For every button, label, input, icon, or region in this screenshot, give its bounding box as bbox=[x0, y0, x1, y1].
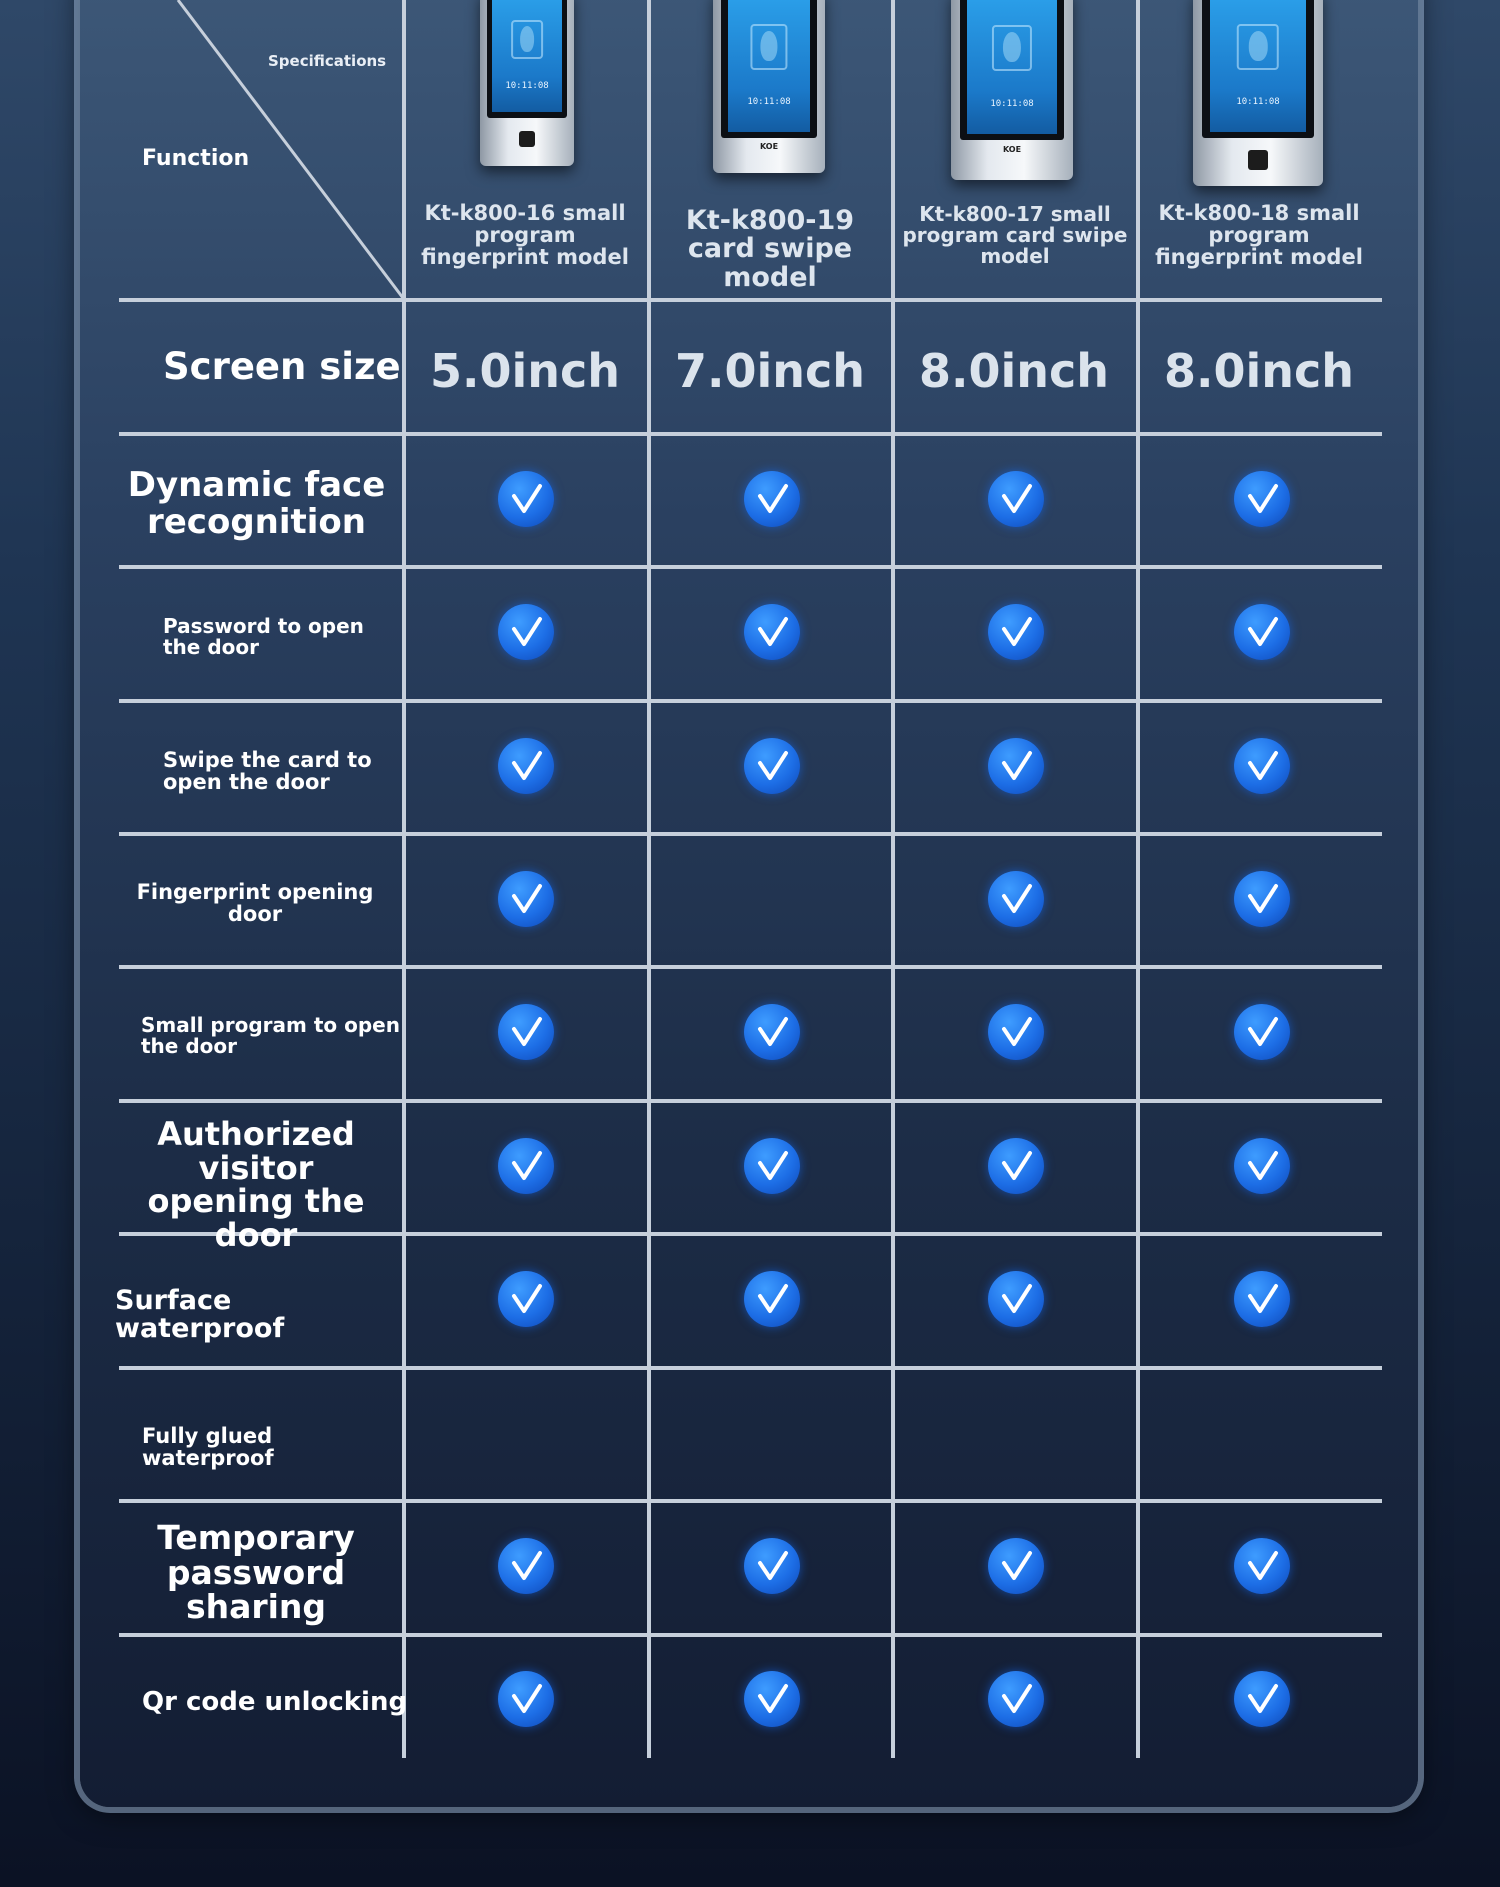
row-divider bbox=[119, 832, 1382, 836]
check-circle-icon bbox=[498, 1538, 554, 1594]
row-divider bbox=[119, 1366, 1382, 1370]
model-name-kt-k800-18: Kt-k800-18 small program fingerprint model bbox=[1155, 201, 1363, 270]
feature-label: Authorized visitor opening the door bbox=[147, 1115, 365, 1254]
face-frame-icon bbox=[992, 25, 1032, 71]
check-circle-icon bbox=[1234, 1004, 1290, 1060]
check-circle-icon bbox=[988, 1538, 1044, 1594]
column-divider bbox=[647, 0, 651, 1758]
check-circle-icon bbox=[988, 738, 1044, 794]
function-header: Function bbox=[142, 146, 250, 171]
check-circle-icon bbox=[988, 1271, 1044, 1327]
check-circle-icon bbox=[498, 1671, 554, 1727]
check-circle-icon bbox=[744, 1138, 800, 1194]
face-frame-icon bbox=[750, 24, 787, 69]
device-image-kt-k800-16: 10:11:08 bbox=[480, 0, 574, 166]
check-circle-icon bbox=[1234, 471, 1290, 527]
feature-label: Swipe the card to open the door bbox=[163, 748, 372, 795]
check-circle-icon bbox=[744, 1538, 800, 1594]
check-circle-icon bbox=[498, 604, 554, 660]
check-circle-icon bbox=[498, 738, 554, 794]
row-divider bbox=[119, 432, 1382, 436]
device-image-kt-k800-19: 10:11:08 KOE bbox=[713, 0, 825, 173]
check-circle-icon bbox=[744, 1271, 800, 1327]
check-circle-icon bbox=[498, 1004, 554, 1060]
face-frame-icon bbox=[511, 20, 543, 59]
check-circle-icon bbox=[988, 871, 1044, 927]
row-divider bbox=[119, 1099, 1382, 1103]
column-divider bbox=[1136, 0, 1140, 1758]
check-circle-icon bbox=[1234, 738, 1290, 794]
model-name-kt-k800-16: Kt-k800-16 small program fingerprint model bbox=[421, 201, 629, 270]
row-divider bbox=[119, 965, 1382, 969]
feature-label: Temporary password sharing bbox=[157, 1518, 355, 1627]
check-circle-icon bbox=[988, 471, 1044, 527]
feature-label: Small program to open the door bbox=[141, 1013, 400, 1058]
check-circle-icon bbox=[1234, 604, 1290, 660]
check-circle-icon bbox=[988, 1138, 1044, 1194]
feature-label: Dynamic face recognition bbox=[127, 465, 386, 543]
check-circle-icon bbox=[1234, 1138, 1290, 1194]
check-circle-icon bbox=[1234, 1671, 1290, 1727]
row-divider bbox=[119, 1633, 1382, 1637]
row-divider bbox=[119, 565, 1382, 569]
check-circle-icon bbox=[498, 471, 554, 527]
screen-size-value: 8.0inch bbox=[918, 344, 1110, 398]
device-image-kt-k800-17: 10:11:08 KOE bbox=[951, 0, 1073, 180]
check-circle-icon bbox=[744, 471, 800, 527]
check-circle-icon bbox=[988, 1004, 1044, 1060]
check-circle-icon bbox=[498, 1271, 554, 1327]
check-circle-icon bbox=[744, 1004, 800, 1060]
check-circle-icon bbox=[498, 1138, 554, 1194]
feature-label: Fingerprint opening door bbox=[136, 880, 374, 927]
row-divider bbox=[119, 699, 1382, 703]
screen-size-value: 5.0inch bbox=[429, 344, 621, 398]
row-divider bbox=[119, 1499, 1382, 1503]
face-frame-icon bbox=[1237, 24, 1279, 69]
column-divider bbox=[891, 0, 895, 1758]
check-circle-icon bbox=[988, 1671, 1044, 1727]
specifications-header: Specifications bbox=[268, 52, 387, 70]
feature-label: Surface waterproof bbox=[115, 1285, 285, 1345]
row-divider bbox=[119, 298, 1382, 302]
screen-size-value: 8.0inch bbox=[1163, 344, 1355, 398]
screen-size-value: 7.0inch bbox=[674, 344, 866, 398]
feature-label: Fully glued waterproof bbox=[142, 1424, 274, 1471]
feature-label: Password to open the door bbox=[163, 614, 364, 659]
device-brand: KOE bbox=[759, 142, 779, 151]
check-circle-icon bbox=[744, 1671, 800, 1727]
check-circle-icon bbox=[744, 604, 800, 660]
device-brand: KOE bbox=[1002, 145, 1022, 154]
device-image-kt-k800-18: 10:11:08 bbox=[1193, 0, 1323, 186]
check-circle-icon bbox=[988, 604, 1044, 660]
check-circle-icon bbox=[744, 738, 800, 794]
screen-size-label: Screen size bbox=[163, 345, 401, 388]
feature-label: Qr code unlocking bbox=[142, 1687, 408, 1717]
check-circle-icon bbox=[1234, 1538, 1290, 1594]
model-name-kt-k800-17: Kt-k800-17 small program card swipe model bbox=[902, 202, 1128, 268]
fingerprint-sensor-icon bbox=[1248, 150, 1268, 170]
check-circle-icon bbox=[498, 871, 554, 927]
check-circle-icon bbox=[1234, 1271, 1290, 1327]
model-name-kt-k800-19: Kt-k800-19 card swipe model bbox=[685, 205, 855, 293]
check-circle-icon bbox=[1234, 871, 1290, 927]
column-divider bbox=[402, 0, 406, 1758]
fingerprint-sensor-icon bbox=[519, 131, 535, 147]
